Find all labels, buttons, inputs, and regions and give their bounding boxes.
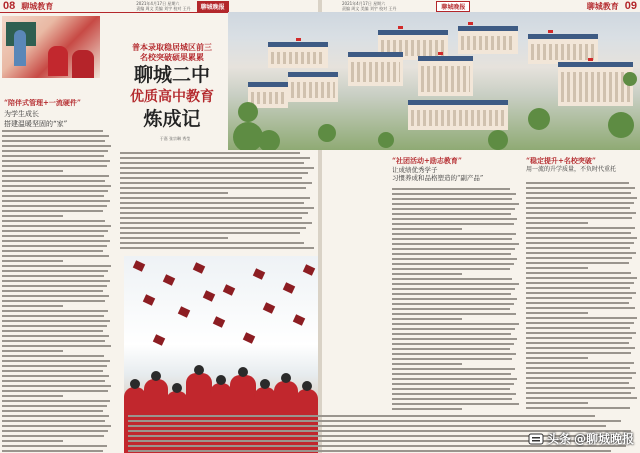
building [558,62,633,106]
student-head [216,375,226,385]
building-windows [271,52,325,64]
tree [608,112,634,138]
tree [258,130,280,150]
story-3-body [526,180,638,412]
side-title-line-3: 搭建温暖坚固的“家” [4,120,68,128]
student-head [194,365,204,375]
watermark [528,430,634,447]
center-body-text [120,150,316,252]
classroom-photo [2,16,100,78]
side-title-line-1: “陪伴式管理+一流硬件” [4,98,81,107]
building [348,52,403,86]
graduation-cap [143,294,155,305]
graduation-cap [193,262,205,273]
left-page-number: 08 [3,0,16,12]
side-story-title [4,98,108,129]
text-line [128,448,636,453]
side-title-line-2: 为学生成长 [4,110,39,118]
tree [488,130,508,150]
red-flag [296,38,301,41]
right-section-name: 聊城教育 [586,0,619,11]
graduation-cap [163,274,175,285]
building [418,56,473,96]
graduation-cap [203,290,215,301]
red-flag [468,22,473,25]
left-date-box [136,1,190,11]
right-date-box [342,1,396,11]
left-date-line: 2021年4月17日 星期六 [136,1,180,6]
building-windows [251,92,285,104]
story-2-body [392,186,520,412]
story-2-title-3: 习惯养成和品格塑造的“副产品” [392,174,484,182]
building-windows [411,110,505,126]
building-windows [351,62,400,82]
graduation-cap [303,264,315,275]
building [288,72,338,102]
student-head [260,379,270,389]
student-head [130,379,140,389]
student-figure [48,46,68,76]
building [268,42,328,68]
text-line [526,405,638,410]
student-figure [72,50,94,78]
story-2-title-2: 让成绩优秀学子 [392,166,438,174]
student-head [281,373,291,383]
story-2-title-1: “社团活动+励志教育” [392,156,462,165]
campus-aerial-photo [228,12,640,150]
graduation-cap [133,260,145,271]
student-head [302,381,312,391]
red-flag [398,26,403,29]
graduation-cap [178,306,190,317]
building-windows [561,72,630,102]
tree [528,108,550,130]
left-editor-line: 责编 周文 美编 刘宇 校对 王丹 [136,6,191,11]
tree [318,124,336,142]
right-date-line: 2021年4月17日 星期六 [342,1,386,6]
main-headline [116,63,228,131]
headline-line-3: 炼成记 [143,108,201,130]
red-flag [588,58,593,61]
watermark-platform: 头条 [546,432,571,446]
graduation-cap [153,334,165,345]
graduation-cap [213,316,225,327]
headline-line-1: 聊城二中 [133,64,210,86]
red-flag [438,52,443,55]
graduation-cap [293,314,305,325]
left-masthead: 聊城晚报 [197,1,229,12]
right-editor-line: 责编 周文 美编 刘宇 校对 王丹 [342,6,397,11]
tree [378,132,394,148]
headline-kicker [118,42,226,62]
building-windows [421,66,470,92]
left-body-column [2,128,112,453]
text-line [2,448,112,453]
student-head [238,367,248,377]
kicker-line-2: 名校突破硕果累累 [140,52,204,62]
building-windows [461,36,515,50]
graduation-cap [223,284,235,295]
byline: 于嘉 张宗琳 秀莹 [159,136,191,141]
teacher-figure [14,30,26,66]
red-flag [548,30,553,33]
graduation-cap [263,302,275,313]
student-head [172,383,182,393]
graduation-cap [243,332,255,343]
story-3-title-2: 用一流的升学质量，不负时代重托 [526,166,617,173]
graduation-cap [253,268,265,279]
building [408,100,508,130]
right-masthead: 聊城晚报 [436,1,470,12]
left-section-name: 聊城教育 [21,0,54,11]
story-3-title-1: “稳定提升+名校突破” [526,156,596,165]
kicker-line-1: 普本录取稳居城区前三 [132,42,212,52]
building-windows [531,44,595,60]
student-head [151,371,161,381]
text-line [392,406,520,411]
headline-line-2: 优质高中教育 [130,89,214,105]
tree [623,72,637,86]
right-page-number: 09 [624,0,637,12]
graduation-cap [283,282,295,293]
toutiao-logo-icon [528,432,544,446]
building [458,26,518,54]
watermark-account: @聊城晚报 [573,432,634,446]
text-line [120,245,316,250]
tree [238,102,258,122]
building-windows [291,82,335,98]
